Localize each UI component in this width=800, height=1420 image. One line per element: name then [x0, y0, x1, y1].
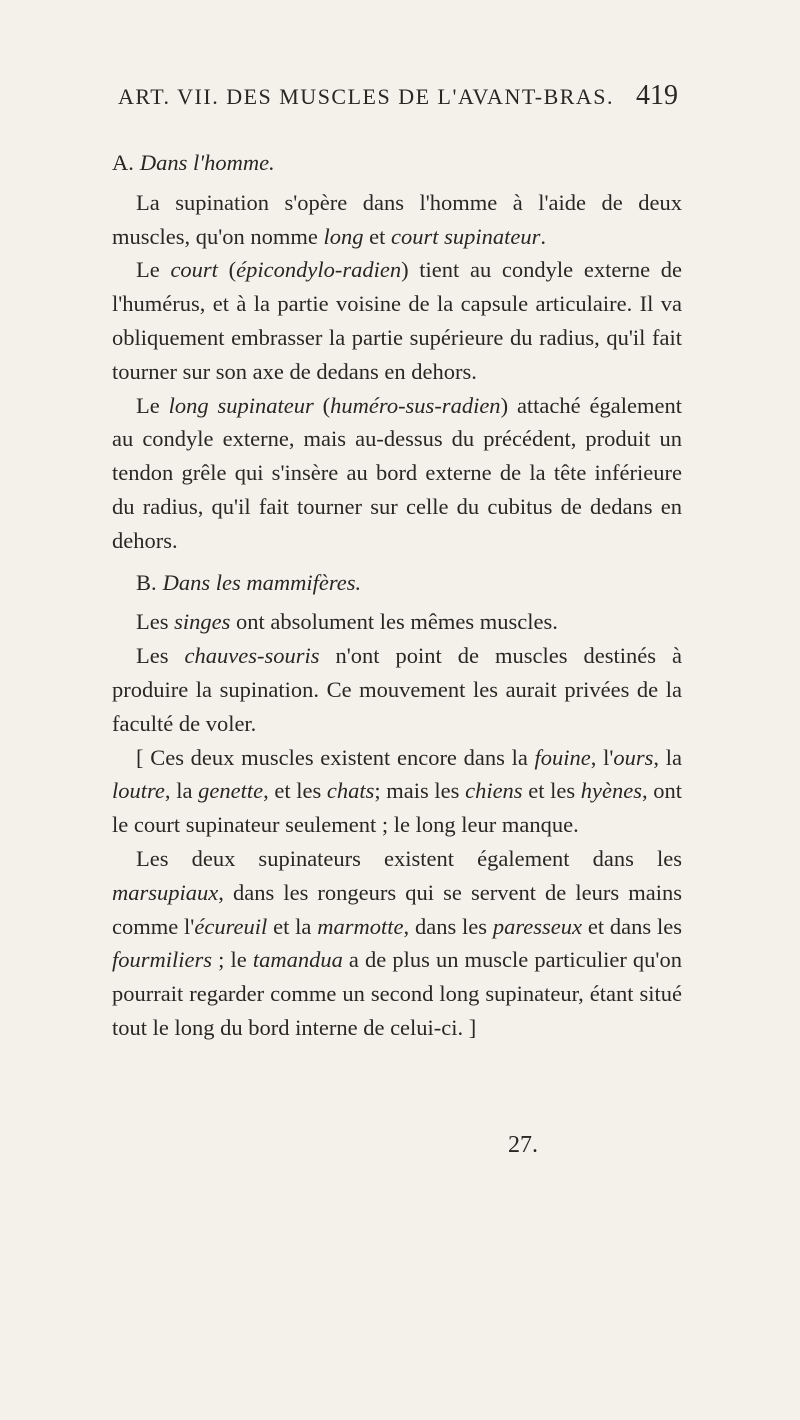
page-number: 419	[636, 80, 678, 111]
text-run: (	[313, 392, 331, 418]
italic-term: hyènes	[580, 778, 642, 804]
text-run: a de plus un muscle particulier qu'on pourrait regarder comme un second long supinateur, étant situé tout le long du bord interne de celui-ci. ]	[112, 947, 682, 1040]
section-title-a: Dans l'homme.	[139, 150, 275, 175]
italic-term: chats	[326, 778, 375, 804]
running-title: ART. VII. DES MUSCLES DE L'AVANT-BRAS.	[118, 84, 615, 109]
text-run: et	[363, 223, 392, 249]
text-run: , ont le court supinateur seulement ; le long leur manque.	[112, 778, 682, 838]
italic-term: court supinateur	[391, 223, 541, 249]
text-run: ; mais les	[374, 778, 466, 804]
italic-term: marsupiaux	[112, 879, 219, 905]
running-header	[118, 80, 678, 120]
italic-term: long supinateur	[168, 392, 314, 418]
paragraph-3	[112, 389, 682, 558]
italic-term: écureuil	[194, 913, 268, 939]
italic-term: huméro-sus-radien	[330, 392, 501, 418]
italic-term: fourmiliers	[112, 947, 213, 973]
italic-term: singes	[174, 609, 231, 635]
paragraph-7	[112, 842, 682, 1045]
italic-term: long	[323, 223, 364, 249]
section-heading-b	[112, 566, 682, 600]
text-run: Les	[136, 609, 175, 635]
italic-term: tamandua	[252, 947, 343, 973]
paragraph-5	[112, 639, 682, 740]
italic-term: paresseux	[492, 913, 583, 939]
paragraph-4	[112, 605, 682, 639]
text-run: et la	[267, 913, 318, 939]
text-run: , la	[164, 778, 199, 804]
page-body	[112, 136, 682, 1045]
text-run: et les	[522, 778, 581, 804]
paragraph-1	[112, 186, 682, 254]
signature-mark: 27.	[508, 1132, 538, 1158]
text-run: , l'	[590, 744, 614, 770]
text-run: , dans les rongeurs qui se servent de leurs mains comme l'	[112, 879, 682, 939]
paragraph-2	[112, 253, 682, 388]
section-mark-a: A.	[112, 150, 134, 175]
text-run: Le	[136, 392, 169, 418]
text-run: Les deux supinateurs existent également dans les	[136, 845, 682, 871]
italic-term: épicondylo-radien	[236, 257, 402, 283]
text-run: .	[540, 223, 547, 249]
section-mark-b: B.	[136, 569, 157, 595]
text-run: , et les	[263, 778, 327, 804]
italic-term: court	[170, 257, 218, 283]
italic-term: loutre	[112, 778, 165, 804]
text-run: Les	[136, 643, 185, 669]
section-title-b: Dans les mammifères.	[162, 569, 362, 595]
text-run: ont absolument les mêmes muscles.	[230, 609, 558, 635]
text-run: La supination s'opère dans l'homme à l'aide de deux muscles, qu'on nomme	[112, 189, 682, 249]
italic-term: fouine	[534, 744, 591, 770]
italic-term: ours	[613, 744, 654, 770]
section-heading-a	[112, 146, 682, 180]
italic-term: chiens	[465, 778, 523, 804]
text-run: ) tient au condyle externe de l'humérus, et à la partie voisine de la capsule articulaire. Il va obliquement embrasser la partie supérieure du radius, qu'il fait tourner sur son axe de dedans en dehors.	[112, 257, 682, 384]
text-run: et dans les	[582, 913, 683, 939]
text-run: n'ont point de muscles destinés à produire la supination. Ce mouvement les aurait privées de la faculté de voler.	[112, 643, 682, 736]
text-run: ) attaché également au condyle externe, mais au-dessus du précédent, produit un tendon grêle qui s'insère au bord externe de la tête inférieure du radius, qu'il fait tourner sur celle du cubitus de dedans en dehors.	[112, 392, 682, 553]
paragraph-6	[112, 741, 682, 842]
text-run: ; le	[212, 947, 253, 973]
text-run: , la	[653, 744, 682, 770]
text-run: , dans les	[403, 913, 493, 939]
text-run: (	[217, 257, 237, 283]
text-run: [ Ces deux muscles existent encore dans la	[136, 744, 535, 770]
italic-term: marmotte	[317, 913, 404, 939]
italic-term: genette	[198, 778, 264, 804]
text-run: Le	[136, 257, 171, 283]
italic-term: chauves-souris	[184, 643, 320, 669]
